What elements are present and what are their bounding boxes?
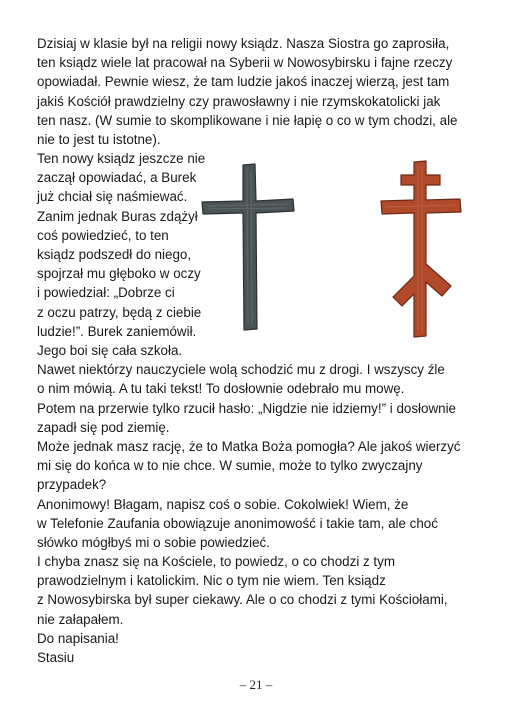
paragraph-burek — [37, 149, 205, 341]
text-line: z oczu patrzy, będą z ciebie — [37, 304, 202, 320]
page-number: – 21 – — [239, 677, 273, 692]
text-line: w Telefonie Zaufania obowiązuje anonimowość i takie tam, ale choć — [37, 515, 438, 531]
text-line: ten nasz. (W sumie to skomplikowane i nie łapię o co w tym chodzi, ale — [37, 112, 458, 128]
text-line: opowiadał. Pewnie wiesz, że tam ludzie jakoś inaczej wierzą, jest tam — [37, 74, 450, 90]
text-line: Zanim jednak Buras zdążył — [37, 208, 198, 224]
text-line: już chciał się naśmiewać. — [37, 189, 188, 205]
text-line: nie załapałem. — [37, 611, 124, 627]
text-line: Jego boi się cała szkoła. — [37, 343, 183, 358]
text-line: prawodzielnym i katolickim. Nic o tym nie wiem. Ten ksiądz — [37, 573, 386, 589]
text-line: o nim mówią. A tu taki tekst! To dosłownie odebrało mu mowę. — [37, 381, 405, 397]
text-line: Dzisiaj w klasie był na religii nowy ksiądz. Nasza Siostra go zaprosiła, — [37, 36, 450, 51]
text-line: ksiądz podszedł do niego, — [37, 246, 192, 262]
text-line: słówko mógłbyś mi o sobie powiedzieć. — [37, 534, 270, 550]
text-line: ten ksiądz wiele lat pracował na Syberii w Nowosybirsku i fajne rzeczy — [37, 55, 453, 71]
text-line: nie to jest tu istotne). — [37, 131, 161, 147]
text-line: Do napisania! — [37, 630, 119, 646]
text-line: i powiedział: „Dobrze ci — [37, 285, 175, 301]
text-line: I chyba znasz się na Kościele, to powiedz, o co chodzi z tym — [37, 554, 396, 570]
orthodox-cross-icon — [380, 160, 462, 338]
text-line: zaczął opowiadać, a Burek — [37, 170, 197, 186]
latin-cross-icon — [201, 163, 295, 331]
text-line: Potem na przerwie tylko rzucił hasło: „Nigdzie nie idziemy!” i dosłownie — [37, 400, 456, 416]
text-line: Anonimowy! Błagam, napisz coś o sobie. Cokolwiek! Wiem, że — [37, 496, 409, 512]
text-line: ludzie!”. Burek zaniemówił. — [37, 323, 197, 339]
latin-cross-shape — [202, 164, 294, 330]
text-line: coś powiedzieć, to ten — [37, 227, 169, 243]
text-line: Stasiu — [37, 650, 75, 665]
text-line: mi się do końca w to nie chce. W sumie, może to tylko zwyczajny — [37, 458, 423, 474]
text-line: Może jednak masz rację, że to Matka Boża pomogła? Ale jakoś wierzyć — [37, 438, 461, 454]
paragraph-rest — [37, 341, 461, 667]
text-line: Ten nowy ksiądz jeszcze nie — [37, 151, 206, 166]
text-line: przypadek? — [37, 477, 107, 493]
paragraph-intro — [37, 34, 458, 149]
orthodox-cross-shape — [381, 161, 461, 337]
text-line: zapadł się pod ziemię. — [37, 419, 170, 435]
text-line: jakiś Kościół prawdzielny czy prawosławny i nie rzymskokatolicki jak — [37, 93, 441, 109]
text-line: z Nowosybirska był super ciekawy. Ale o co chodzi z tymi Kościołami, — [37, 592, 448, 608]
text-line: Nawet niektórzy nauczyciele wolą schodzić mu z drogi. I wszyscy źle — [37, 362, 445, 378]
text-line: spojrzał mu głęboko w oczy — [37, 266, 201, 282]
